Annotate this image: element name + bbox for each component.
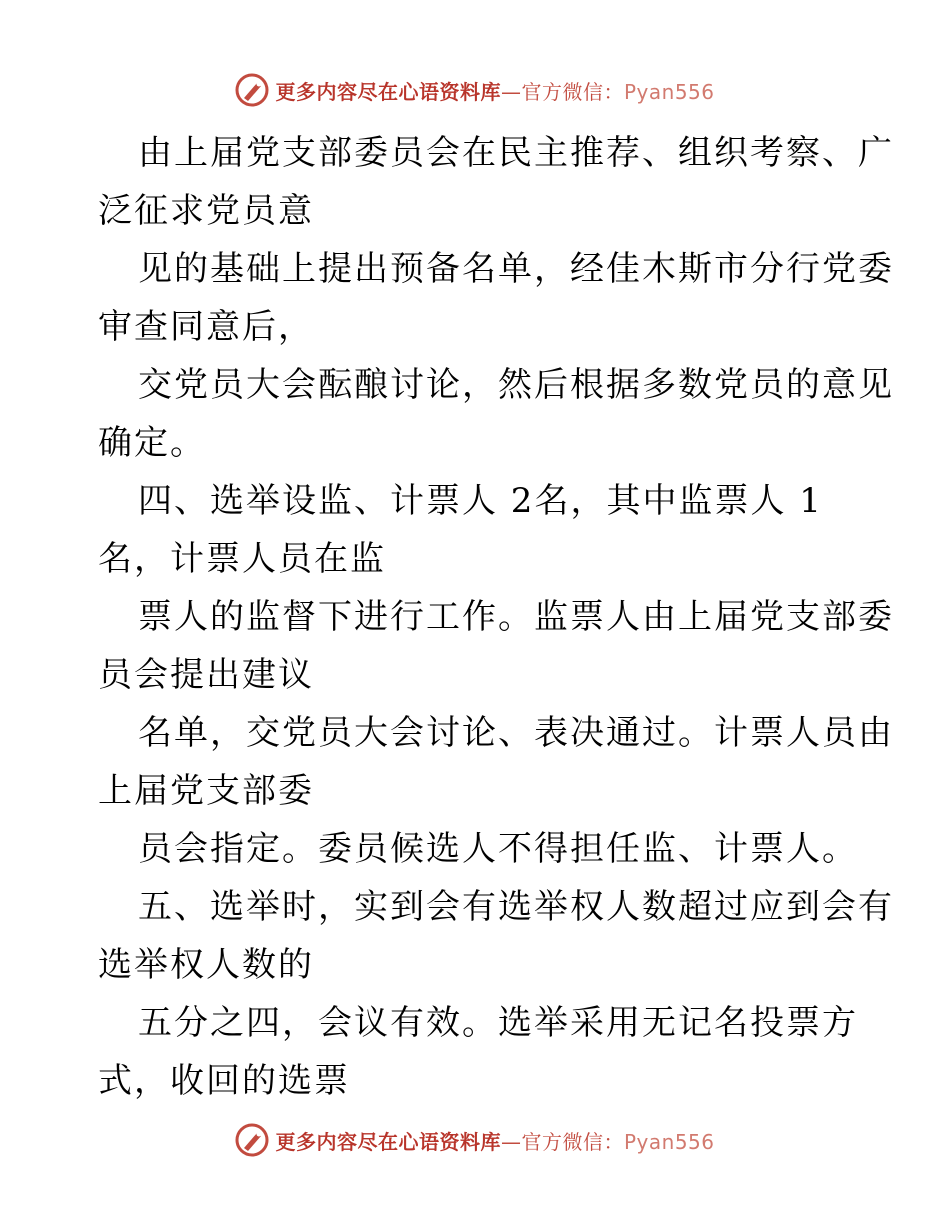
watermark-id: Pyan556 [623, 1129, 715, 1154]
text-line: 交党员大会酝酿讨论，然后根据多数党员的意见 [138, 365, 894, 405]
text-line: 名，计票人员在监 [98, 539, 386, 579]
watermark-id: Pyan556 [623, 79, 715, 104]
watermark-dash: — [500, 1129, 522, 1154]
text-line: 泛征求党员意 [98, 191, 314, 231]
text-line: 上届党支部委 [98, 771, 314, 811]
header-watermark [0, 70, 950, 110]
watermark-main: 更多内容尽在心语资料库 [275, 1129, 501, 1154]
text-line: 员会提出建议 [98, 655, 314, 695]
watermark-dash: — [500, 79, 522, 104]
text-line: 票人的监督下进行工作。监票人由上届党支部委 [138, 597, 894, 637]
text-line: 五、选举时，实到会有选举权人数超过应到会有 [138, 887, 894, 927]
text-line: 审查同意后， [98, 307, 314, 347]
text-line: 由上届党支部委员会在民主推荐、组织考察、广 [138, 133, 894, 173]
text-line: 选举权人数的 [98, 945, 314, 985]
text-line: 名单，交党员大会讨论、表决通过。计票人员由 [138, 713, 894, 753]
watermark-wechat: 官方微信： [521, 1129, 624, 1154]
text-line: 确定。 [98, 423, 206, 463]
pen-logo-icon [235, 73, 269, 107]
document-body [98, 124, 894, 1110]
watermark-wechat: 官方微信： [521, 79, 624, 104]
text-line: 式，收回的选票 [98, 1061, 350, 1101]
pen-logo-icon [235, 1123, 269, 1157]
text-line: 五分之四，会议有效。选举采用无记名投票方 [138, 1003, 858, 1043]
watermark-text [275, 76, 714, 105]
watermark-text [275, 1126, 714, 1155]
text-line: 员会指定。委员候选人不得担任监、计票人。 [138, 829, 858, 869]
watermark-main: 更多内容尽在心语资料库 [275, 79, 501, 104]
text-line: 四、选举设监、计票人 2名，其中监票人 1 [138, 481, 823, 521]
footer-watermark [0, 1120, 950, 1160]
text-line: 见的基础上提出预备名单，经佳木斯市分行党委 [138, 249, 894, 289]
